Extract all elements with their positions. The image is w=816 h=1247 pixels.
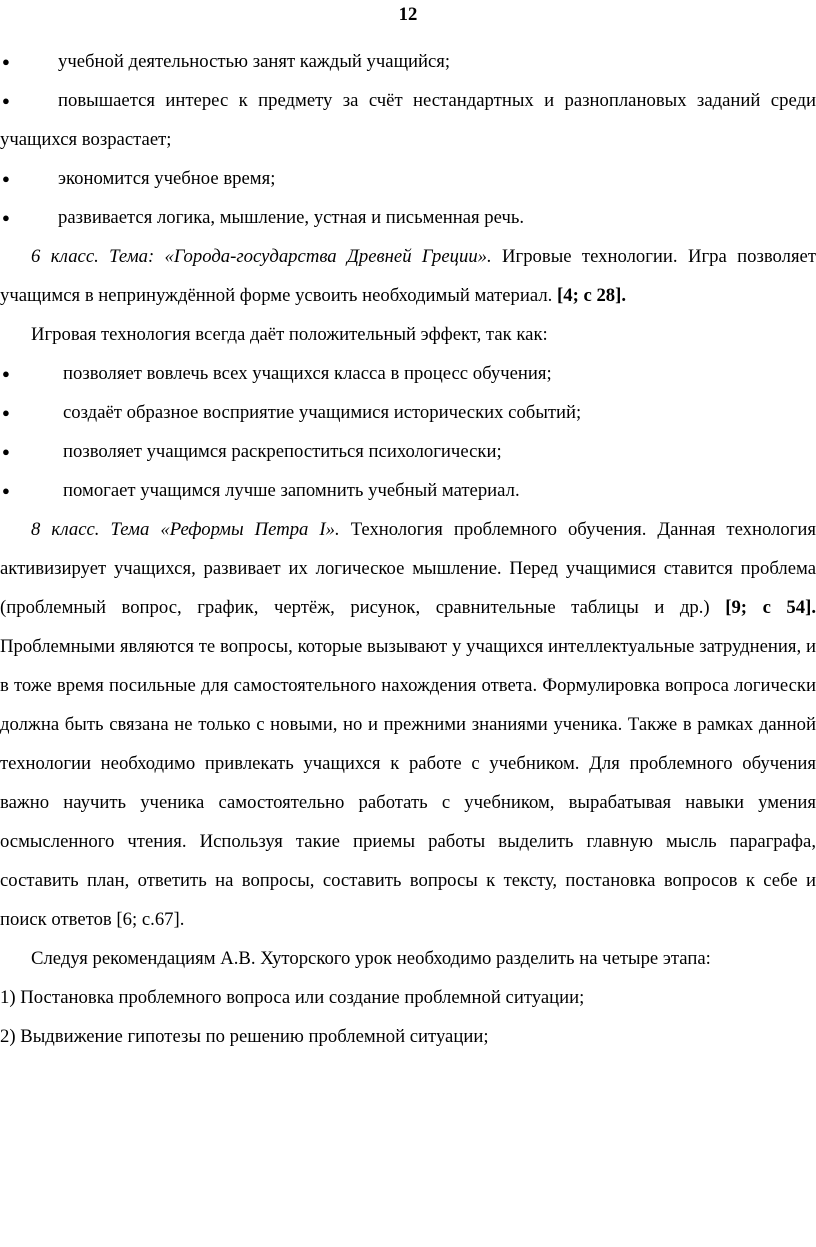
bullet-icon: ●: [2, 54, 10, 69]
list-item: ● помогает учащимся лучше запомнить учебный материал.: [0, 471, 816, 510]
list-item: ● создаёт образное восприятие учащимися исторических событий;: [0, 393, 816, 432]
list-item: ● повышается интерес к предмету за счёт нестандартных и разноплановых заданий среди учащихся возрастает;: [0, 81, 816, 159]
paragraph-grade6: 6 класс. Тема: «Города-государства Древней Греции». Игровые технологии. Игра позволяет учащимся в непринуждённой форме усвоить необходимый материал. [4; с 28].: [0, 246, 816, 306]
step-item: 1) Постановка проблемного вопроса или создание проблемной ситуации;: [0, 987, 585, 1008]
bullet-icon: ●: [2, 366, 10, 381]
list-item: ● позволяет вовлечь всех учащихся класса в процесс обучения;: [0, 354, 816, 393]
citation: [9; с 54].: [725, 597, 816, 618]
bullet-icon: ●: [2, 483, 10, 498]
paragraph-recommendations: Следуя рекомендациям А.В. Хуторского урок необходимо разделить на четыре этапа:: [31, 948, 711, 969]
page-content: [0, 42, 816, 1056]
bullet-icon: ●: [2, 210, 10, 225]
paragraph-game-tech: Игровая технология всегда даёт положительный эффект, так как:: [31, 324, 548, 345]
page-number: 12: [398, 4, 418, 25]
lesson-topic: 6 класс. Тема: «Города-государства Древней Греции».: [31, 246, 492, 267]
list-item: ● развивается логика, мышление, устная и письменная речь.: [0, 198, 816, 237]
lesson-topic: 8 класс. Тема «Реформы Петра I».: [31, 519, 340, 540]
bullet-icon: ●: [2, 171, 10, 186]
step-item: 2) Выдвижение гипотезы по решению проблемной ситуации;: [0, 1026, 489, 1047]
bullet-icon: ●: [2, 444, 10, 459]
citation: [4; с 28].: [557, 285, 627, 306]
list-item: ● учебной деятельностью занят каждый учащийся;: [0, 42, 816, 81]
paragraph-grade8: 8 класс. Тема «Реформы Петра I». Технология проблемного обучения. Данная технология активизирует учащихся, развивает их логическое мышление. Перед учащимися ставится проблема (проблемный вопрос, график, чертёж, рисунок, сравнительные таблицы и др.) [9; с 54]. Проблемными являются те вопросы, которые вызывают у учащихся интеллектуальные затруднения, и в тоже время посильные для самостоятельного нахождения ответа. Формулировка вопроса логически должна быть связана не только с новыми, но и прежними знаниями ученика. Также в рамках данной технологии необходимо привлекать учащихся к работе с учебником. Для проблемного обучения важно научить ученика самостоятельно работать с учебником, вырабатывая навыки умения осмысленного чтения. Используя такие приемы работы выделить главную мысль параграфа, составить план, ответить на вопросы, составить вопросы к тексту, постановка вопросов к себе и поиск ответов [6; с.67].: [0, 519, 816, 930]
list-item: ● позволяет учащимся раскрепоститься психологически;: [0, 432, 816, 471]
bullet-icon: ●: [2, 93, 10, 108]
bullet-icon: ●: [2, 405, 10, 420]
list-item: ● экономится учебное время;: [0, 159, 816, 198]
